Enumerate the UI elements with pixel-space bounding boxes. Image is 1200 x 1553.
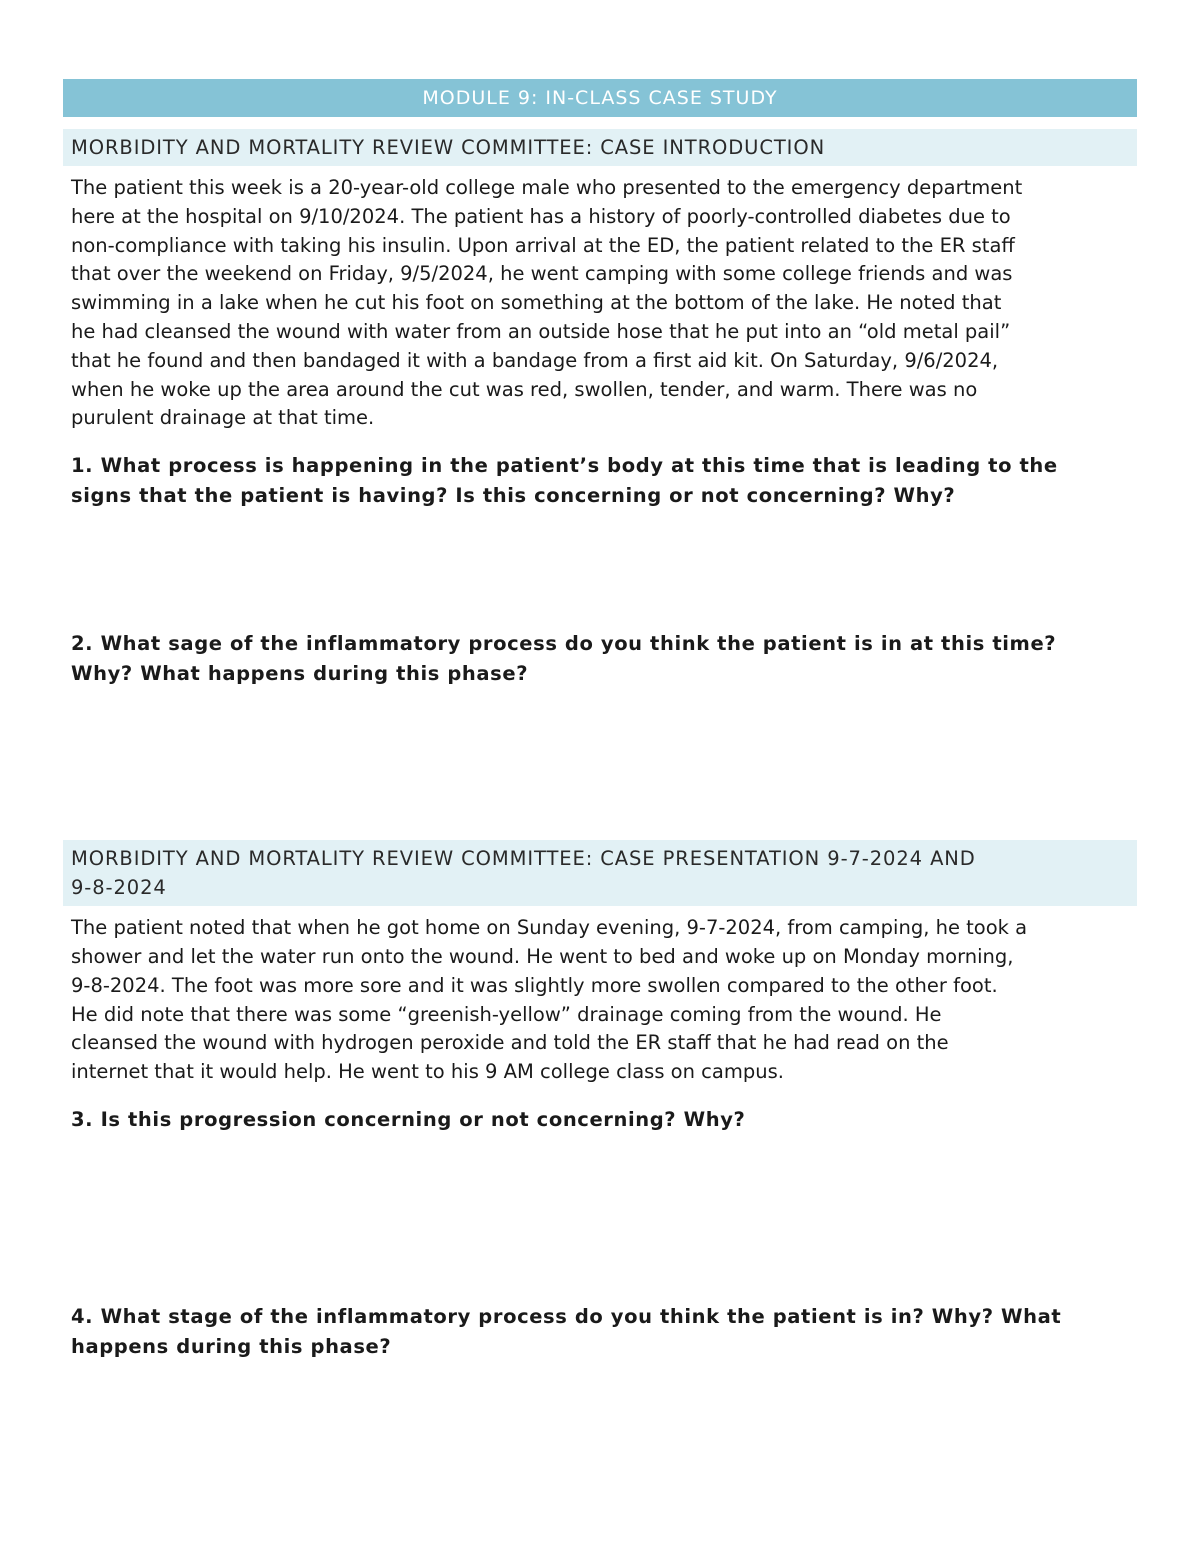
case-introduction-paragraph: The patient this week is a 20-year-old college male who presented to the emergency department here at the hospital on 9/10/2024. The patient has a history of poorly-controlled diabetes due to non-compliance with taking his insulin. Upon arrival at the ED, the patient related to the ER staff that over the weekend on Friday, 9/5/2024, he went camping with some college friends and was swimming in a lake when he cut his foot on something at the bottom of the lake. He noted that he had cleansed the wound with water from an outside hose that he put into an “old metal pail” that he found and then bandaged it with a bandage from a first aid kit. On Saturday, 9/6/2024, when he woke up the area around the cut was red, swollen, tender, and warm. There was no purulent drainage at that time.: [71, 176, 1023, 430]
question-1: 1. What process is happening in the patient’s body at this time that is leading to the signs that the patient is having? Is this concerning or not concerning? Why?: [71, 454, 1058, 507]
section-heading-case-introduction: MORBIDITY AND MORTALITY REVIEW COMMITTEE: CASE INTRODUCTION: [63, 129, 1137, 166]
answer-space-2: [63, 688, 1137, 840]
document-title: MODULE 9: IN-CLASS CASE STUDY: [63, 79, 1137, 117]
answer-space-1: [63, 510, 1137, 611]
question-4: 4. What stage of the inflammatory process do you think the patient is in? Why? What happens during this phase?: [71, 1305, 1062, 1358]
document-page: [63, 79, 1137, 1361]
question-3: 3. Is this progression concerning or not concerning? Why?: [71, 1107, 746, 1131]
case-presentation-paragraph: The patient noted that when he got home on Sunday evening, 9-7-2024, from camping, he took a shower and let the water run onto the wound. He went to bed and woke up on Monday morning, 9-8-2024. The foot was more sore and it was slightly more swollen compared to the other foot. He did note that there was some “greenish-yellow” drainage coming from the wound. He cleansed the wound with hydrogen peroxide and told the ER staff that he had read on the internet that it would help. He went to his 9 AM college class on campus.: [71, 916, 1028, 1084]
question-2: 2. What sage of the inflammatory process do you think the patient is in at this time? Why? What happens during this phase?: [71, 632, 1057, 685]
section-heading-case-presentation: MORBIDITY AND MORTALITY REVIEW COMMITTEE: CASE PRESENTATION 9-7-2024 AND 9-8-2024: [63, 840, 1137, 906]
answer-space-3: [63, 1134, 1137, 1284]
